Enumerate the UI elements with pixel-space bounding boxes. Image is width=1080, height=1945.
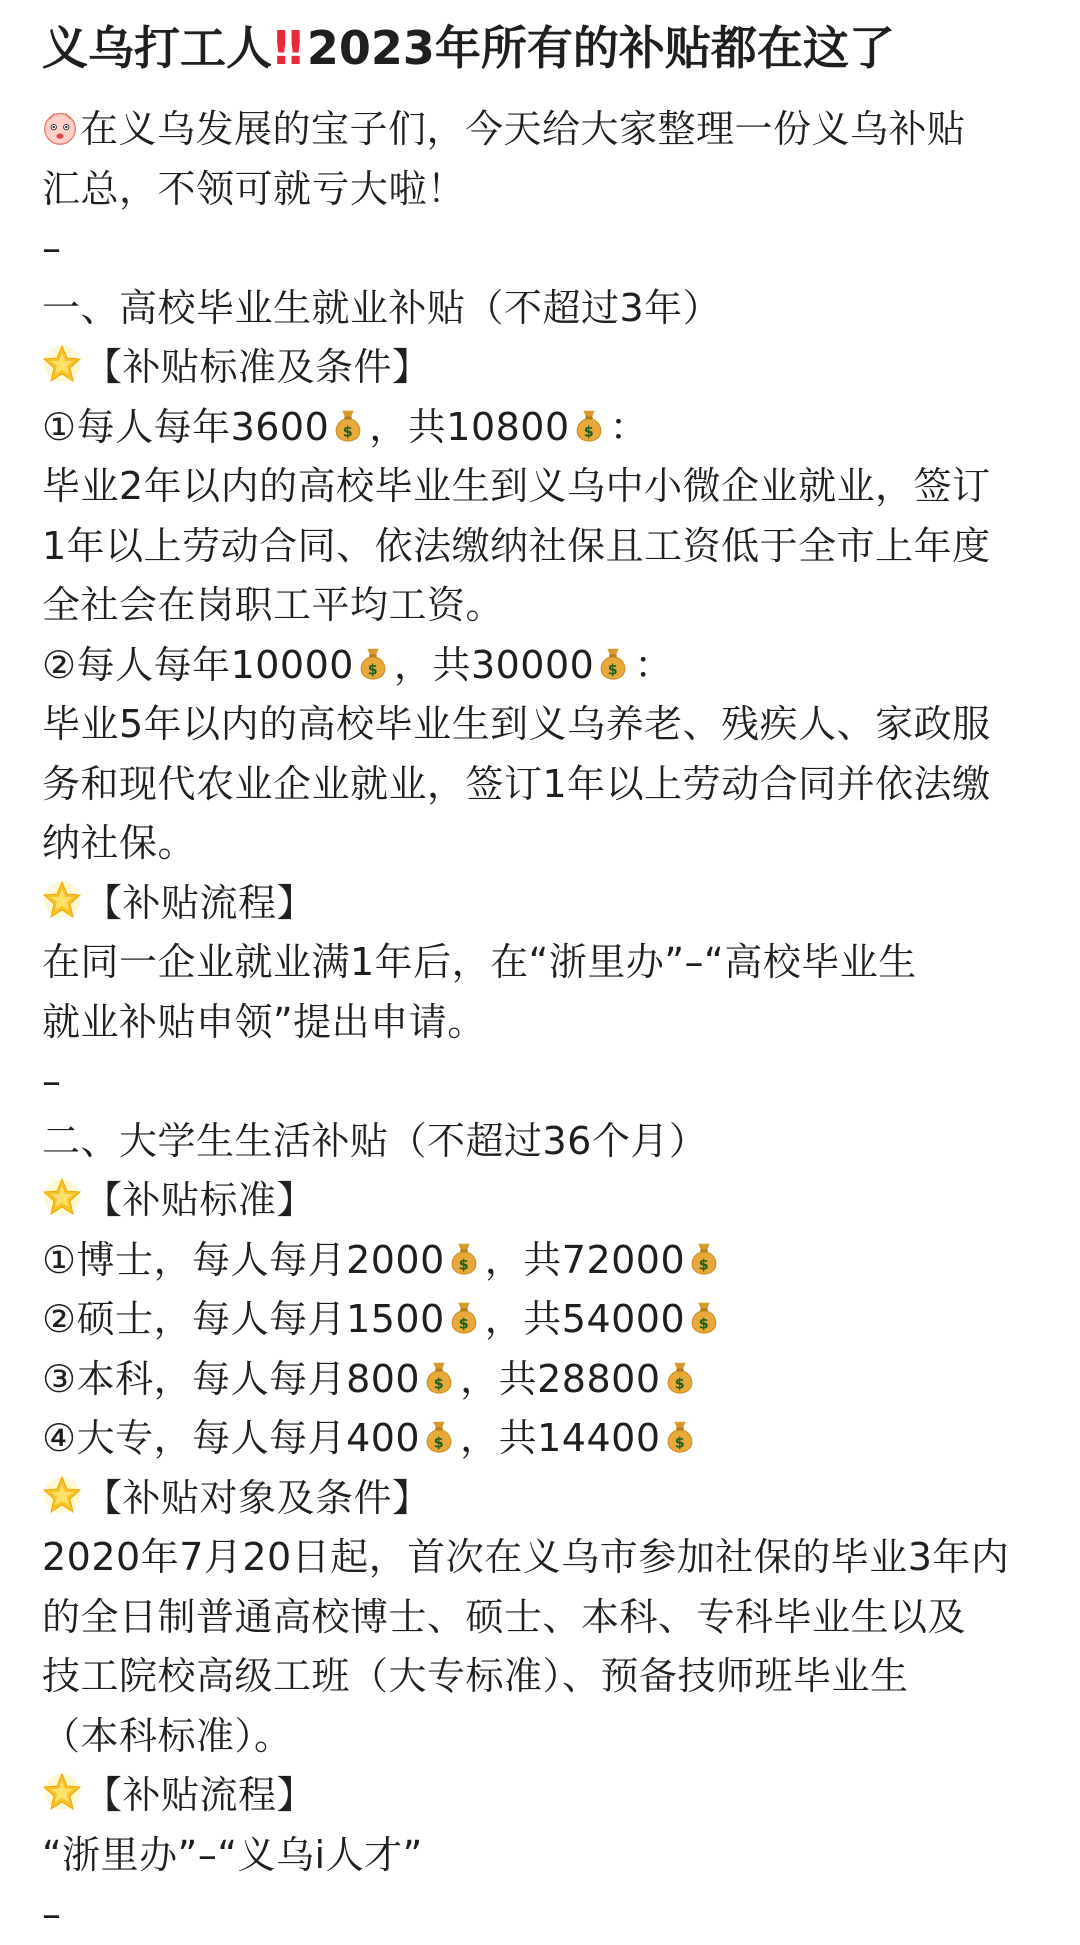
section1-item1-desc-3: 全社会在岗职工平均工资。 <box>42 583 505 627</box>
section1-item1-desc-2: 1年以上劳动合同、依法缴纳社保且工资低于全市上年度 <box>42 523 991 568</box>
section2-row-3: ③本科，每人每月800 ，共28800 <box>42 1350 1042 1410</box>
page-title <box>42 18 895 78</box>
money-bag-icon <box>445 1239 483 1277</box>
money-bag-icon <box>685 1239 723 1277</box>
money-bag-icon <box>445 1298 483 1336</box>
post-body <box>42 100 1042 1945</box>
money-bag-icon <box>354 644 392 682</box>
section1-item1-head: ①每人每年3600 ，共10800 ： <box>42 404 649 449</box>
money-bag-icon <box>420 1417 458 1455</box>
intro-line-1: 在义乌发展的宝子们，今天给大家整理一份义乌补贴 <box>42 100 1042 160</box>
money-bag-icon <box>661 1358 699 1396</box>
separator-2: – <box>42 1059 62 1103</box>
section2-row-2: ②硕士，每人每月1500 ，共54000 <box>42 1290 1042 1350</box>
separator-1: – <box>42 226 62 270</box>
intro-line-2: 汇总，不领可就亏大啦！ <box>42 166 466 211</box>
section2-row-1: ①博士，每人每月2000 ，共72000 <box>42 1231 1042 1291</box>
section1-item1-desc-1: 毕业2年以内的高校毕业生到义乌中小微企业就业，签订 <box>42 464 991 508</box>
money-bag-icon <box>685 1298 723 1336</box>
section2-row-4: ④大专，每人每月400 ，共14400 <box>42 1409 1042 1469</box>
section1-process-2: 就业补贴申领”提出申请。 <box>42 999 486 1044</box>
money-bag-icon <box>420 1358 458 1396</box>
money-bag-icon <box>661 1417 699 1455</box>
section1-process-label: 【补贴流程】 <box>42 874 1042 934</box>
glowing-star-icon <box>42 1475 82 1515</box>
section1-process-1: 在同一企业就业满1年后，在“浙里办”–“高校毕业生 <box>42 940 917 984</box>
glowing-star-icon <box>42 880 82 920</box>
section2-targets-4: （本科标准）。 <box>42 1713 293 1758</box>
money-bag-icon <box>594 644 632 682</box>
section2-process-1: “浙里办”–“义乌i人才” <box>42 1832 423 1877</box>
section2-standards-label: 【补贴标准】 <box>42 1171 1042 1231</box>
glowing-star-icon <box>42 1177 82 1217</box>
section2-process-label: 【补贴流程】 <box>42 1766 1042 1826</box>
separator-3: – <box>42 1892 62 1936</box>
section1-item2-desc-3: 纳社保。 <box>42 821 197 865</box>
section2-heading: 二、大学生生活补贴（不超过36个月） <box>42 1118 708 1163</box>
money-bag-icon <box>570 406 608 444</box>
section1-item2-desc-2: 务和现代农业企业就业，签订1年以上劳动合同并依法缴 <box>42 761 991 806</box>
title-text-before: 义乌打工人 <box>42 21 272 75</box>
section1-heading: 一、高校毕业生就业补贴（不超过3年） <box>42 285 722 330</box>
glowing-star-icon <box>42 344 82 384</box>
section1-item2-desc-1: 毕业5年以内的高校毕业生到义乌养老、残疾人、家政服 <box>42 702 991 746</box>
section2-targets-3: 技工院校高级工班（大专标准）、预备技师班毕业生 <box>42 1654 909 1698</box>
double-exclamation-icon: ‼ <box>274 21 297 75</box>
money-bag-icon <box>329 406 367 444</box>
face-emoji-icon <box>42 110 78 146</box>
glowing-star-icon <box>42 1772 82 1812</box>
section1-item2-head: ②每人每年10000 ，共30000 ： <box>42 642 673 687</box>
section2-targets-2: 的全日制普通高校博士、硕士、本科、专科毕业生以及 <box>42 1594 967 1639</box>
section1-standards-label: 【补贴标准及条件】 <box>42 338 1042 398</box>
title-text-after: 2023年所有的补贴都在这了 <box>306 21 895 75</box>
section2-targets-label: 【补贴对象及条件】 <box>42 1469 1042 1529</box>
section2-targets-1: 2020年7月20日起，首次在义乌市参加社保的毕业3年内 <box>42 1535 1010 1579</box>
